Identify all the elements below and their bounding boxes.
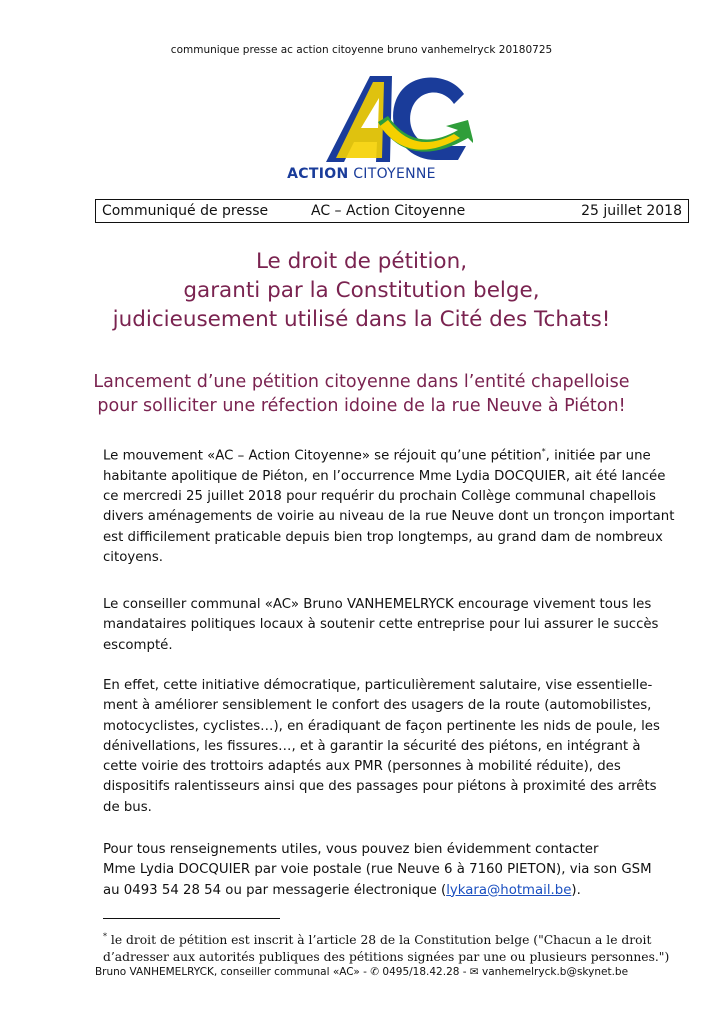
subtitle: [0, 370, 723, 418]
document-reference: communique presse ac action citoyenne bruno vanhemelryck 20180725: [170, 44, 553, 56]
title-line-2: garanti par la Constitution belge,: [183, 278, 540, 303]
paragraph-3: En effet, cette initiative démocratique, particulièrement salutaire, vise essentielle- ment à améliorer sensiblement le confort des usagers de la route (automobilistes, motocyclistes, cyclistes…), en éradiquant de façon pertinente les nids de poule, les dénivellations, les fissures…, et à garantir la sécurité des piétons, en intégrant à cette voirie des trottoirs adaptés aux PMR (personnes à mobilité réduite), des dispositifs ralentisseurs ainsi que des passages pour piétons à proximité des arrêts de bus.: [103, 678, 660, 815]
title-line-1: Le droit de pétition,: [255, 249, 468, 274]
paragraph-1: Le mouvement «AC – Action Citoyenne» se réjouit qu’une pétition*, initiée par une habitante apolitique de Piéton, en l’occurrence Mme Lydia DOCQUIER, ait été lancée ce mercredi 25 juillet 2018 pour requérir du prochain Collège communal chapellois divers aménagements de voirie au niveau de la rue Neuve dont un tronçon important est difficilement praticable depuis bien trop longtemps, au grand dam de nombreux citoyens.: [103, 447, 675, 565]
banner-doc-type: Communiqué de presse: [102, 203, 269, 219]
logo-wordmark: [0, 166, 723, 182]
email-link[interactable]: lykara@hotmail.be: [446, 882, 572, 898]
footer-contact: Bruno VANHEMELRYCK, conseiller communal «AC» - ✆ 0495/18.42.28 - ✉ vanhemelryck.b@skynet.be: [94, 966, 629, 978]
footnote-marker: *: [541, 447, 546, 456]
footnote: * le droit de pétition est inscrit à l’article 28 de la Constitution belge ("Chacun a le droit d’adresser aux autorités publiques des pétitions signées par une ou plusieurs personnes."): [103, 932, 670, 965]
banner-date: 25 juillet 2018: [581, 203, 682, 219]
press-banner: [95, 199, 689, 223]
logo-word-citoyenne: CITOYENNE: [348, 166, 436, 182]
logo-word-action: ACTION: [287, 166, 349, 182]
paragraph-4: Pour tous renseignements utiles, vous pouvez bien évidemment contacter Mme Lydia DOCQUIER par voie postale (rue Neuve 6 à 7160 PIETON), via son GSM au 0493 54 28 54 ou par messagerie électronique (lykara@hotmail.be).: [103, 842, 652, 898]
subtitle-line-2: pour solliciter une réfection idoine de la rue Neuve à Piéton!: [97, 396, 626, 416]
paragraph-2: Le conseiller communal «AC» Bruno VANHEMELRYCK encourage vivement tous les mandataires politiques locaux à soutenir cette entreprise pour lui assurer le succès escompté.: [103, 597, 659, 653]
main-title: [0, 247, 723, 334]
footnote-divider: [103, 918, 280, 919]
banner-organization: AC – Action Citoyenne: [311, 203, 466, 219]
title-line-3: judicieusement utilisé dans la Cité des Tchats!: [112, 307, 611, 332]
subtitle-line-1: Lancement d’une pétition citoyenne dans l’entité chapelloise: [93, 372, 630, 392]
